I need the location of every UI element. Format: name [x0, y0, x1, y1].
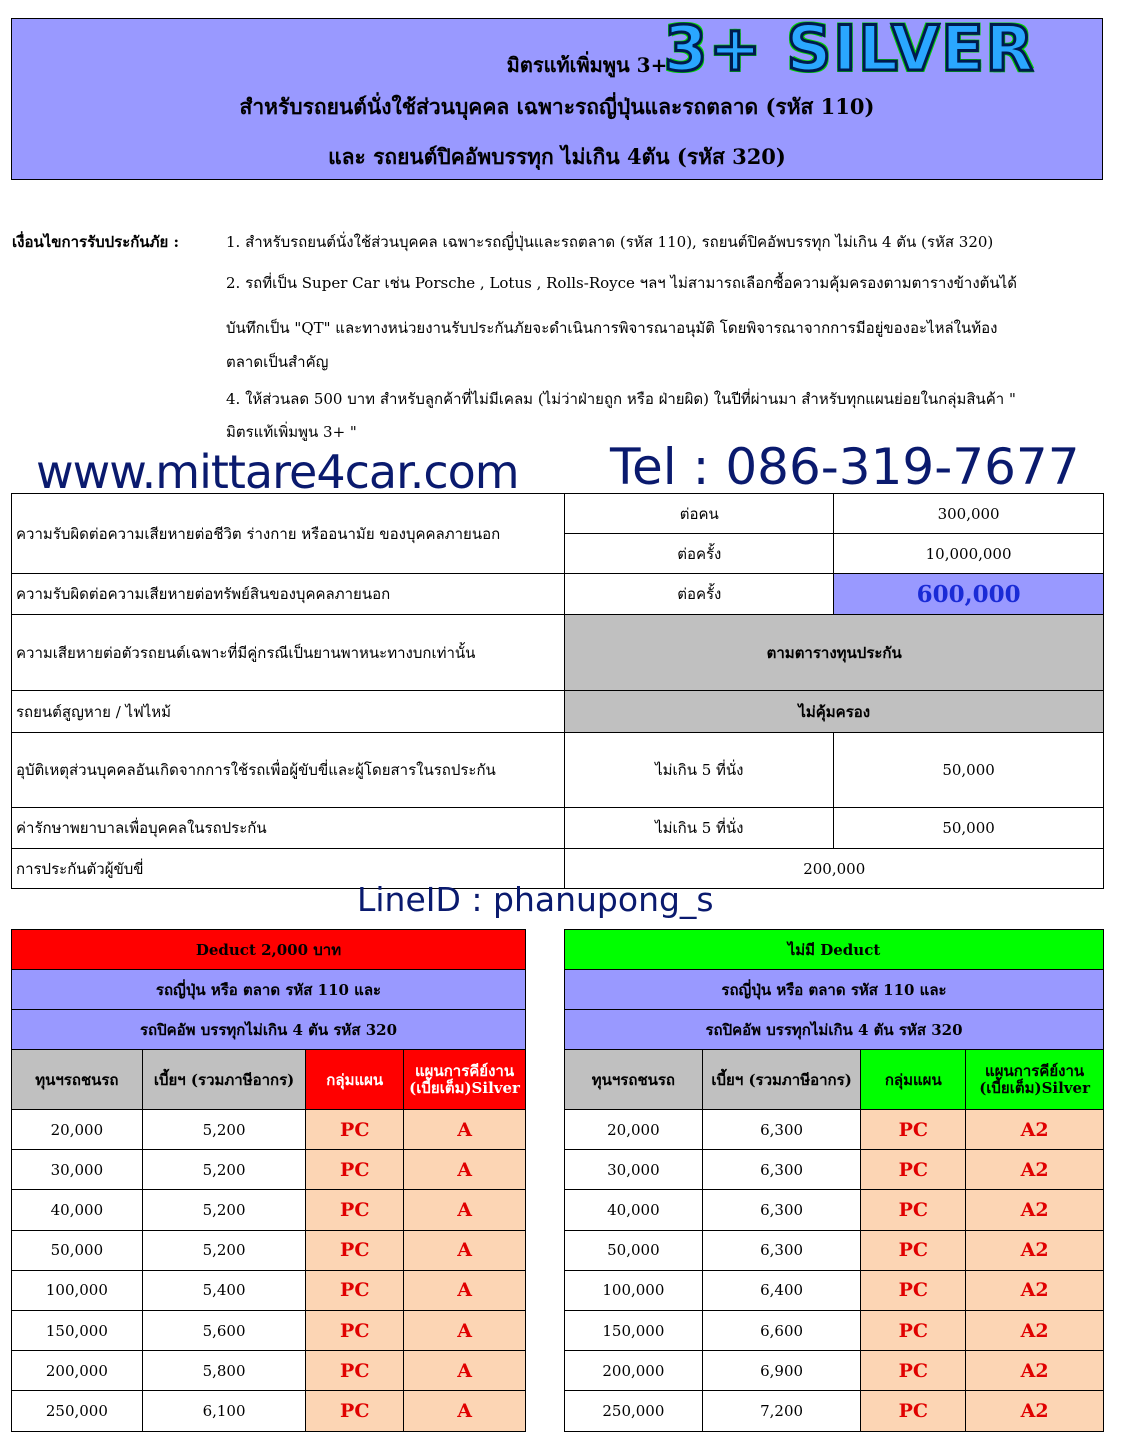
plan-cell: A2: [966, 1150, 1104, 1190]
silver-logo: 3+ SILVER: [664, 12, 1036, 85]
condition-4a: 4. ให้ส่วนลด 500 บาท สำหรับลูกค้าที่ไม่มีเคลม (ไม่ว่าฝ่ายถูก หรือ ฝ่ายผิด) ในปีที่ผ่านมา สำหรับทุกแผนย่อยในกลุ่มสินค้า ": [226, 390, 1016, 408]
col-header-plan: [404, 1050, 526, 1110]
sum-cell: 40,000: [12, 1190, 143, 1230]
table-subtitle-1: รถญี่ปุ่น หรือ ตลาด รหัส 110 และ: [565, 970, 1104, 1010]
coverage-label: ความรับผิดต่อความเสียหายต่อทรัพย์สินของบุคคลภายนอก: [12, 574, 565, 615]
website-text: www.mittare4car.com: [36, 445, 519, 499]
premium-cell: 5,200: [142, 1150, 306, 1190]
table-row: [565, 1270, 1104, 1310]
coverage-label: ความรับผิดต่อความเสียหายต่อชีวิต ร่างกาย หรืออนามัย ของบุคคลภายนอก: [12, 494, 565, 574]
coverage-value: ตามตารางทุนประกัน: [565, 615, 1104, 691]
condition-3a: บันทึกเป็น "QT" และทางหน่วยงานรับประกันภัยจะดำเนินการพิจารณาอนุมัติ โดยพิจารณาจากการมีอยู่ของอะไหล่ในท้อง: [226, 319, 998, 337]
property-damage-value: 600,000: [834, 574, 1104, 615]
plan-cell: A: [404, 1310, 526, 1350]
plan-cell: A: [404, 1190, 526, 1230]
col-header-group: กลุ่มแผน: [306, 1050, 404, 1110]
col-header-plan-line2: (เบี้ยเต็ม)Silver: [979, 1078, 1090, 1097]
sum-cell: 20,000: [565, 1110, 703, 1150]
table-subtitle-2: รถปิคอัพ บรรทุกไม่เกิน 4 ตัน รหัส 320: [565, 1010, 1104, 1050]
plan-cell: A: [404, 1150, 526, 1190]
group-cell: PC: [306, 1110, 404, 1150]
premium-cell: 6,300: [702, 1230, 861, 1270]
coverage-sub: ต่อครั้ง: [565, 574, 834, 615]
table-row: [12, 1110, 526, 1150]
col-header-plan-line2: (เบี้ยเต็ม)Silver: [409, 1078, 520, 1097]
coverage-row: [12, 574, 1104, 615]
premium-cell: 5,200: [142, 1190, 306, 1230]
table-row: [565, 1351, 1104, 1391]
sum-cell: 30,000: [565, 1150, 703, 1190]
table-row: [565, 1150, 1104, 1190]
col-header-sum: ทุนฯรถชนรถ: [12, 1050, 143, 1110]
coverage-label: การประกันตัวผู้ขับขี่: [12, 849, 565, 889]
sum-cell: 50,000: [12, 1230, 143, 1270]
coverage-row: [12, 691, 1104, 733]
coverage-label: รถยนต์สูญหาย / ไฟไหม้: [12, 691, 565, 733]
group-cell: PC: [306, 1351, 404, 1391]
group-cell: PC: [861, 1110, 966, 1150]
coverage-value: 10,000,000: [834, 534, 1104, 574]
group-cell: PC: [306, 1150, 404, 1190]
table-row: [12, 1351, 526, 1391]
plan-cell: A: [404, 1351, 526, 1391]
premium-table-deduct: [11, 929, 526, 1432]
coverage-value: 50,000: [834, 733, 1104, 808]
table-row: [12, 1230, 526, 1270]
table-row: [12, 1391, 526, 1431]
sum-cell: 150,000: [565, 1310, 703, 1350]
premium-cell: 6,300: [702, 1190, 861, 1230]
table-row: [12, 1310, 526, 1350]
conditions-label: เงื่อนไขการรับประกันภัย :: [12, 233, 180, 251]
table-row: [565, 1230, 1104, 1270]
sum-cell: 250,000: [565, 1391, 703, 1431]
coverage-value: 300,000: [834, 494, 1104, 534]
sum-cell: 50,000: [565, 1230, 703, 1270]
sum-cell: 20,000: [12, 1110, 143, 1150]
header-subtitle-1: สำหรับรถยนต์นั่งใช้ส่วนบุคคล เฉพาะรถญี่ปุ่นและรถตลาด (รหัส 110): [239, 94, 875, 119]
condition-1: 1. สำหรับรถยนต์นั่งใช้ส่วนบุคคล เฉพาะรถญี่ปุ่นและรถตลาด (รหัส 110), รถยนต์ปิคอัพบรรทุก ไม่เกิน 4 ตัน (รหัส 320): [226, 233, 994, 251]
premium-cell: 5,600: [142, 1310, 306, 1350]
coverage-value: ไม่คุ้มครอง: [565, 691, 1104, 733]
sum-cell: 40,000: [565, 1190, 703, 1230]
plan-cell: A2: [966, 1391, 1104, 1431]
sum-cell: 200,000: [12, 1351, 143, 1391]
premium-cell: 5,400: [142, 1270, 306, 1310]
coverage-row: [12, 808, 1104, 849]
plan-cell: A2: [966, 1190, 1104, 1230]
table-row: [565, 1310, 1104, 1350]
table-row: [565, 1391, 1104, 1431]
coverage-label: อุบัติเหตุส่วนบุคคลอันเกิดจากการใช้รถเพื่อผู้ขับขี่และผู้โดยสารในรถประกัน: [12, 733, 565, 808]
plan-cell: A2: [966, 1310, 1104, 1350]
group-cell: PC: [861, 1150, 966, 1190]
group-cell: PC: [861, 1270, 966, 1310]
premium-cell: 6,100: [142, 1391, 306, 1431]
coverage-row: [12, 494, 1104, 534]
sum-cell: 250,000: [12, 1391, 143, 1431]
group-cell: PC: [861, 1351, 966, 1391]
sum-cell: 100,000: [12, 1270, 143, 1310]
plan-cell: A2: [966, 1230, 1104, 1270]
table-subtitle-2: รถปิคอัพ บรรทุกไม่เกิน 4 ตัน รหัส 320: [12, 1010, 526, 1050]
table-row: [12, 1190, 526, 1230]
col-header-plan-line1: แผนการคีย์งาน: [985, 1061, 1085, 1080]
group-cell: PC: [306, 1270, 404, 1310]
coverage-sub: ไม่เกิน 5 ที่นั่ง: [565, 808, 834, 849]
col-header-plan-line1: แผนการคีย์งาน: [415, 1061, 515, 1080]
table-row: [12, 1150, 526, 1190]
table-row: [565, 1190, 1104, 1230]
table-row: [12, 1270, 526, 1310]
plan-cell: A: [404, 1270, 526, 1310]
premium-table-no-deduct: [564, 929, 1104, 1432]
plan-cell: A: [404, 1391, 526, 1431]
group-cell: PC: [861, 1230, 966, 1270]
condition-4b: มิตรแท้เพิ่มพูน 3+ ": [226, 423, 357, 441]
group-cell: PC: [306, 1230, 404, 1270]
group-cell: PC: [306, 1190, 404, 1230]
condition-2: 2. รถที่เป็น Super Car เช่น Porsche , Lotus , Rolls-Royce ฯลฯ ไม่สามารถเลือกซื้อความคุ้มครองตามตารางข้างต้นได้: [226, 274, 1017, 292]
coverage-value: 200,000: [565, 849, 1104, 889]
group-cell: PC: [861, 1391, 966, 1431]
table-title: ไม่มี Deduct: [565, 930, 1104, 970]
premium-cell: 7,200: [702, 1391, 861, 1431]
group-cell: PC: [306, 1391, 404, 1431]
col-header-premium: เบี้ยฯ (รวมภาษีอากร): [702, 1050, 861, 1110]
sum-cell: 200,000: [565, 1351, 703, 1391]
premium-cell: 6,600: [702, 1310, 861, 1350]
coverage-sub: ต่อครั้ง: [565, 534, 834, 574]
plan-cell: A2: [966, 1351, 1104, 1391]
col-header-group: กลุ่มแผน: [861, 1050, 966, 1110]
sum-cell: 30,000: [12, 1150, 143, 1190]
col-header-plan: [966, 1050, 1104, 1110]
plan-cell: A: [404, 1110, 526, 1150]
plan-cell: A: [404, 1230, 526, 1270]
coverage-label: ความเสียหายต่อตัวรถยนต์เฉพาะที่มีคู่กรณีเป็นยานพาหนะทางบกเท่านั้น: [12, 615, 565, 691]
group-cell: PC: [306, 1310, 404, 1350]
condition-3b: ตลาดเป็นสำคัญ: [226, 353, 329, 371]
line-id-text: LineID : phanupong_s: [357, 880, 714, 919]
premium-cell: 5,200: [142, 1230, 306, 1270]
group-cell: PC: [861, 1310, 966, 1350]
coverage-value: 50,000: [834, 808, 1104, 849]
group-cell: PC: [861, 1190, 966, 1230]
table-row: [565, 1110, 1104, 1150]
premium-cell: 6,300: [702, 1110, 861, 1150]
col-header-sum: ทุนฯรถชนรถ: [565, 1050, 703, 1110]
table-subtitle-1: รถญี่ปุ่น หรือ ตลาด รหัส 110 และ: [12, 970, 526, 1010]
premium-cell: 6,900: [702, 1351, 861, 1391]
premium-cell: 6,300: [702, 1150, 861, 1190]
tel-text: Tel : 086-319-7677: [610, 438, 1080, 496]
plan-cell: A2: [966, 1110, 1104, 1150]
premium-cell: 6,400: [702, 1270, 861, 1310]
header-subtitle-2: และ รถยนต์ปิคอัพบรรทุก ไม่เกิน 4ตัน (รหัส 320): [328, 144, 786, 169]
sum-cell: 100,000: [565, 1270, 703, 1310]
coverage-row: [12, 615, 1104, 691]
coverage-sub: ไม่เกิน 5 ที่นั่ง: [565, 733, 834, 808]
premium-cell: 5,800: [142, 1351, 306, 1391]
table-title: Deduct 2,000 บาท: [12, 930, 526, 970]
coverage-label: ค่ารักษาพยาบาลเพื่อบุคคลในรถประกัน: [12, 808, 565, 849]
coverage-table: [11, 493, 1104, 889]
coverage-sub: ต่อคน: [565, 494, 834, 534]
premium-cell: 5,200: [142, 1110, 306, 1150]
col-header-premium: เบี้ยฯ (รวมภาษีอากร): [142, 1050, 306, 1110]
sum-cell: 150,000: [12, 1310, 143, 1350]
coverage-row: [12, 733, 1104, 808]
plan-cell: A2: [966, 1270, 1104, 1310]
header-title: มิตรแท้เพิ่มพูน 3+: [506, 53, 668, 77]
